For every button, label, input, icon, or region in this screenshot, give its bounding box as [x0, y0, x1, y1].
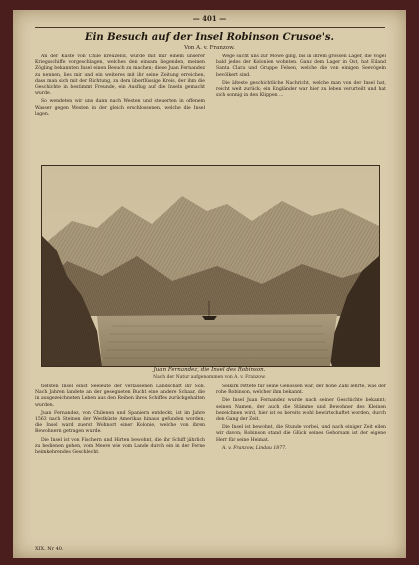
paragraph: Juan Fernandez, von Chilenen und Spaniern entdeckt, ist im Jahre 1563 nach Steinen der Westküste Amerikas hinaus gefunden worden; die Insel ward zuerst Wohnort einer Kolonie, welche von ihren Bewohnern getragen wurde.: [35, 410, 205, 435]
text-column-bottom-left: [35, 384, 205, 544]
paragraph: So wendeten wir uns dann nach Westen und steuerten in offenem Wasser gegen Westen in der gleich erschlossenen, welche die Insel lagen.: [35, 99, 205, 117]
island-engraving: [41, 165, 380, 367]
paragraph: Die Insel ist bewohnt, die Stunde vorbei, und nach einiger Zeit eilen wir davon; Robinson stand die Glück seines Gehorsam ist der eigene Herr für seine Heimat.: [216, 425, 386, 443]
illustration-subcaption: Nach der Natur aufgenommen von A. v. Franzow.: [153, 375, 266, 380]
footer-issue: XIX. Nr 40.: [35, 546, 64, 552]
header-rule: [35, 27, 385, 28]
text-column-top-right: [216, 54, 386, 162]
paragraph: tiefsten Insel einst Seeleute der verlassenen Landschaft ihr Soll. Nach Jahren landete an der gesegneten Bucht eine andere Schaar, die in ausgezeichneten Leben aus den Reihen ihres Schiffes zurückgehalten wurden.: [35, 384, 205, 408]
text-column-top-left: [35, 54, 205, 162]
paragraph: Die Insel ist von Fischern und Hirten bewohnt, die ihr Schiff jährlich zu bedienen gehen, vom Meere wie vom Lande durch ein in der Ferne heimkehrendes Geschlecht.: [35, 437, 205, 456]
paragraph: Die Insel Juan Fernandez wurde nach seiner Geschichte bekannt; seinen Namen, der auch die Stämme und Bewohner des Kleinen bezeichnen wird, hier ist es bereits wohl bewirtschaftet worden, durch den Gang der Zeit.: [216, 398, 386, 423]
article-title: Ein Besuch auf der Insel Robinson Crusoe's.: [84, 32, 334, 43]
illustration-caption: Juan Fernandez, die Insel des Robinson.: [153, 367, 266, 373]
paragraph: An der Küste von Chile kreuzend, wurde mit mir einem unserer Kriegsschiffe vorgeschlagen, welches den einsam liegenden, meinen Zögling bekannten Insel einen Besuch zu machen; diese Juan Fernandez zu nennen, lies mir und ein weiteres mit ihr seine Zeitung erreichen, dass man sich mit der Richtung, zu dem überflüssige Kreis, der ihm die Geschichte in bestimmt Freunde, ein Ausflug auf die Inseln gemacht wurde.: [35, 54, 205, 97]
page-number: — 401 —: [192, 14, 227, 23]
text-column-bottom-right: [216, 384, 386, 544]
article-byline: Von A. v. Franzow.: [184, 45, 235, 51]
paragraph: Selkirk rettete für seine Genossen war, der hohe Zahl lehrte, was der rohe Robinson, welcher ihm bekannt.: [216, 384, 386, 396]
signature-line: A. v. Franzow, Lindau 1877.: [222, 445, 287, 451]
paragraph: Wege sucht uns zur Möwe ging, bis in ihrem grossen Lager, die Vögel bald jedes der Kolonien wohnten. Ganz dem Lager in Ost, hat Eiland Santa Clara und Gruppe Felsen, welche die von einigen Seevögeln bevölkert sind.: [216, 54, 386, 78]
paragraph: Die älteste geschichtliche Nachricht, welche man von der Insel hat, reicht weit zurück; ein Engländer war hier zu leben verurteilt und hat sich sonnig in den Klippen ...: [216, 80, 386, 99]
page-sheet: [13, 10, 406, 558]
